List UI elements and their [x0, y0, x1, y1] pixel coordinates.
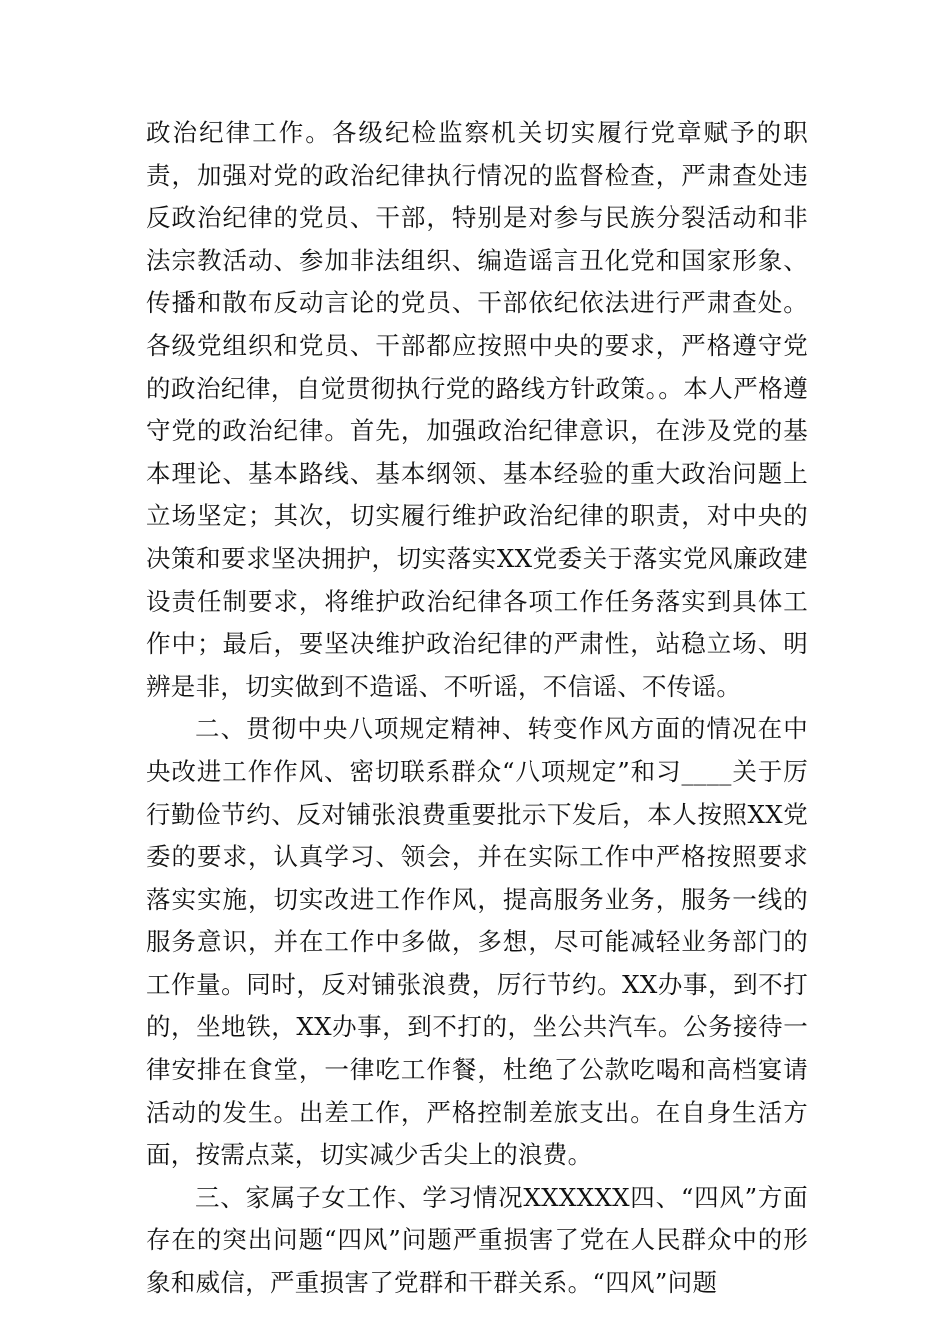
paragraph-political-discipline: 政治纪律工作。各级纪检监察机关切实履行党章赋予的职责，加强对党的政治纪律执行情况的监督检查，严肃查处违反政治纪律的党员、干部，特别是对参与民族分裂活动和非法宗教活动、参加非法组织、编造谣言丑化党和国家形象、传播和散布反动言论的党员、干部依纪依法进行严肃查处。各级党组织和党员、干部都应按照中央的要求，严格遵守党的政治纪律，自觉贯彻执行党的路线方针政策。。本人严格遵守党的政治纪律。首先，加强政治纪律意识，在涉及党的基本理论、基本路线、基本纲领、基本经验的重大政治问题上立场坚定；其次，切实履行维护政治纪律的职责，对中央的决策和要求坚决拥护，切实落实XX党委关于落实党风廉政建设责任制要求，将维护政治纪律各项工作任务落实到具体工作中；最后，要坚决维护政治纪律的严肃性，站稳立场、明辨是非，切实做到不造谣、不听谣，不信谣、不传谣。: [146, 118, 808, 701]
paragraph-family-and-four-winds: 三、家属子女工作、学习情况XXXXXX四、“四风”方面存在的突出问题“四风”问题严重损害了党在人民群众中的形象和威信，严重损害了党群和干群关系。“四风”问题: [146, 1182, 808, 1298]
paragraph-eight-regulations: 二、贯彻中央八项规定精神、转变作风方面的情况在中央改进工作作风、密切联系群众“八项规定”和习____关于厉行勤俭节约、反对铺张浪费重要批示下发后，本人按照XX党委的要求，认真学习、领会，并在实际工作中严格按照要求落实实施，切实改进工作作风，提高服务业务，服务一线的服务意识，并在工作中多做，多想，尽可能减轻业务部门的工作量。同时，反对铺张浪费，厉行节约。XX办事，到不打的，坐地铁，XX办事，到不打的，坐公共汽车。公务接待一律安排在食堂，一律吃工作餐，杜绝了公款吃喝和高档宴请活动的发生。出差工作，严格控制差旅支出。在自身生活方面，按需点菜，切实减少舌尖上的浪费。: [146, 714, 808, 1170]
document-body: [146, 112, 808, 1305]
